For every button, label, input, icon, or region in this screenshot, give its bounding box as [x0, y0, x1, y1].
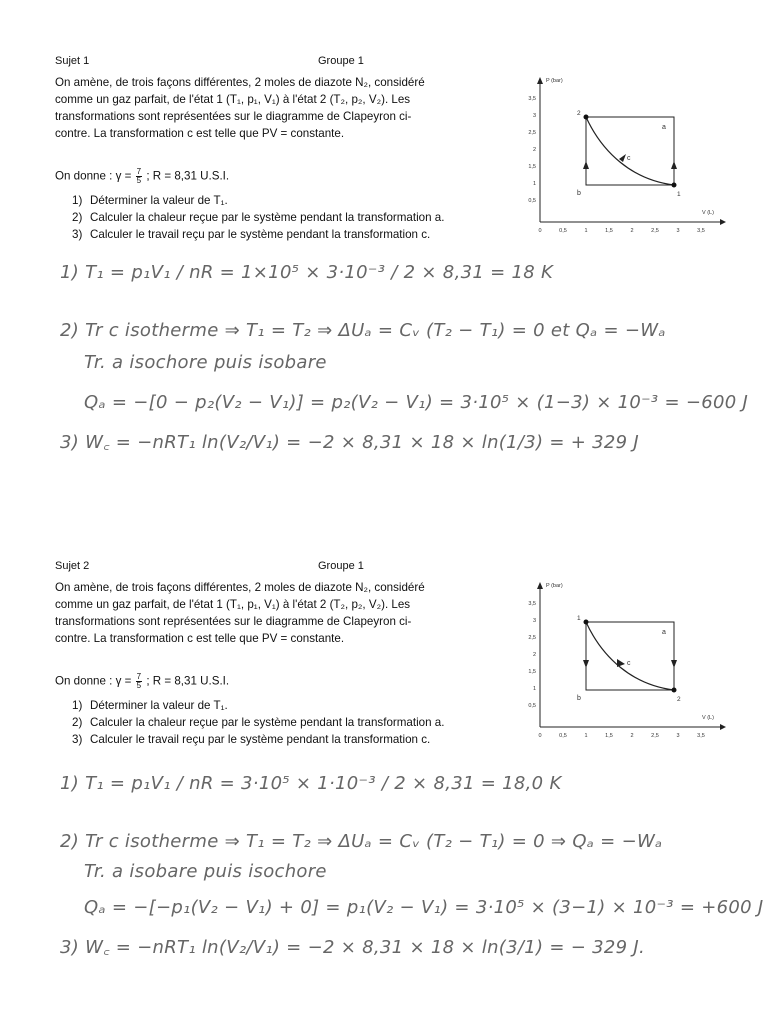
arrow-icon — [619, 154, 626, 162]
sujet-title: Sujet 1 — [55, 55, 90, 67]
question-list — [72, 192, 444, 243]
clapeyron-diagram — [522, 72, 727, 242]
y-tick: 3 — [532, 618, 536, 624]
problem-statement — [55, 74, 525, 142]
question-item — [72, 697, 444, 714]
state-point — [584, 115, 589, 120]
x-tick: 2,5 — [651, 733, 659, 739]
given-suffix: ; R = 8,31 U.S.I. — [146, 169, 230, 183]
statement-line: contre. La transformation c est telle que PV = constante. — [55, 632, 345, 645]
gamma-numerator: 7 — [136, 167, 142, 176]
x-tick: 3 — [676, 228, 680, 234]
question-text: Déterminer la valeur de T₁. — [90, 194, 228, 207]
question-text: Calculer le travail reçu par le système pendant la transformation c. — [90, 228, 431, 241]
gamma-fraction — [136, 168, 142, 185]
question-text: Calculer la chaleur reçue par le système pendant la transformation a. — [90, 716, 445, 729]
y-tick: 1 — [532, 181, 536, 187]
x-axis-label: V (L) — [702, 715, 714, 721]
x-tick: 1 — [584, 228, 588, 234]
question-number: 3) — [72, 228, 83, 241]
gamma-numerator: 7 — [136, 672, 142, 681]
y-tick: 2 — [532, 147, 536, 153]
question-item — [72, 209, 444, 226]
y-axis-label: P (bar) — [546, 583, 563, 589]
gamma-denominator: 5 — [136, 176, 142, 185]
question-text: Calculer le travail reçu par le système pendant la transformation c. — [90, 733, 431, 746]
path-label-a: a — [662, 124, 666, 131]
statement-line: transformations sont représentées sur le diagramme de Clapeyron ci- — [55, 110, 412, 123]
x-tick: 1,5 — [605, 733, 613, 739]
x-axis-arrow — [720, 219, 726, 225]
question-text: Déterminer la valeur de T₁. — [90, 699, 228, 712]
x-tick: 2 — [630, 228, 634, 234]
question-text: Calculer la chaleur reçue par le système pendant la transformation a. — [90, 211, 445, 224]
statement-line: comme un gaz parfait, de l'état 1 (T₁, p₁, V₁) à l'état 2 (T₂, p₂, V₂). Les — [55, 93, 411, 106]
y-axis-arrow — [537, 77, 543, 84]
y-tick: 0,5 — [528, 703, 536, 709]
groupe-title: Groupe 1 — [318, 560, 364, 572]
y-tick: 2 — [532, 652, 536, 658]
y-tick: 2,5 — [528, 635, 536, 641]
question-list — [72, 697, 444, 748]
question-number: 1) — [72, 194, 83, 207]
question-item — [72, 731, 444, 748]
arrow-down-icon — [583, 660, 589, 668]
answer-line: Qₐ = −[0 − p₂(V₂ − V₁)] = p₂(V₂ − V₁) = 3·10⁵ × (1−3) × 10⁻³ = −600 J — [84, 392, 749, 413]
arrow-up-icon — [583, 161, 589, 169]
answer-line: 3) W꜀ = −nRT₁ ln(V₂/V₁) = −2 × 8,31 × 18 × ln(3/1) = − 329 J. — [60, 937, 646, 958]
x-tick: 3,5 — [697, 733, 705, 739]
question-number: 3) — [72, 733, 83, 746]
statement-line: contre. La transformation c est telle que PV = constante. — [55, 127, 345, 140]
groupe-title: Groupe 1 — [318, 55, 364, 67]
question-number: 1) — [72, 699, 83, 712]
gamma-denominator: 5 — [136, 681, 142, 690]
state-label: 1 — [577, 615, 581, 622]
x-tick: 2 — [630, 733, 634, 739]
question-number: 2) — [72, 716, 83, 729]
cycle-rectangle — [586, 117, 674, 185]
sujet-title: Sujet 2 — [55, 560, 90, 572]
statement-line: transformations sont représentées sur le diagramme de Clapeyron ci- — [55, 615, 412, 628]
y-tick: 1,5 — [528, 669, 536, 675]
x-tick: 0,5 — [559, 733, 567, 739]
y-tick: 3,5 — [528, 601, 536, 607]
y-tick: 1 — [532, 686, 536, 692]
clapeyron-diagram — [522, 577, 727, 747]
x-tick: 1 — [584, 733, 588, 739]
state-label: 2 — [577, 110, 581, 117]
y-axis-arrow — [537, 582, 543, 589]
given-prefix: On donne : γ = — [55, 674, 132, 688]
given-suffix: ; R = 8,31 U.S.I. — [146, 674, 230, 688]
answer-line: 2) Tr c isotherme ⇒ T₁ = T₂ ⇒ ΔUₐ = Cᵥ (T₂ − T₁) = 0 ⇒ Qₐ = −Wₐ — [60, 831, 663, 852]
answer-line: Tr. a isobare puis isochore — [84, 861, 327, 882]
question-item — [72, 714, 444, 731]
path-label-c: c — [627, 660, 631, 667]
cycle-rectangle — [586, 622, 674, 690]
given-data — [55, 168, 229, 185]
y-tick: 0,5 — [528, 198, 536, 204]
y-tick: 3 — [532, 113, 536, 119]
y-tick: 2,5 — [528, 130, 536, 136]
path-label-b: b — [577, 190, 581, 197]
state-label: 1 — [677, 191, 681, 198]
statement-line: On amène, de trois façons différentes, 2 moles de diazote N₂, considéré — [55, 581, 425, 594]
question-item — [72, 192, 444, 209]
question-number: 2) — [72, 211, 83, 224]
y-axis-label: P (bar) — [546, 78, 563, 84]
gamma-fraction — [136, 673, 142, 690]
x-tick: 3 — [676, 733, 680, 739]
statement-line: comme un gaz parfait, de l'état 1 (T₁, p₁, V₁) à l'état 2 (T₂, p₂, V₂). Les — [55, 598, 411, 611]
answer-line: Tr. a isochore puis isobare — [84, 352, 327, 373]
x-tick: 0 — [538, 733, 542, 739]
y-tick: 3,5 — [528, 96, 536, 102]
answer-line: 2) Tr c isotherme ⇒ T₁ = T₂ ⇒ ΔUₐ = Cᵥ (T₂ − T₁) = 0 et Qₐ = −Wₐ — [60, 320, 666, 341]
x-tick: 2,5 — [651, 228, 659, 234]
x-tick: 3,5 — [697, 228, 705, 234]
x-tick: 0 — [538, 228, 542, 234]
path-label-a: a — [662, 629, 666, 636]
y-tick: 1,5 — [528, 164, 536, 170]
problem-statement — [55, 579, 525, 647]
arrow-icon — [617, 659, 625, 667]
given-data — [55, 673, 229, 690]
path-label-c: c — [627, 155, 631, 162]
statement-line: On amène, de trois façons différentes, 2 moles de diazote N₂, considéré — [55, 76, 425, 89]
state-label: 2 — [677, 696, 681, 703]
state-point — [672, 688, 677, 693]
x-tick: 0,5 — [559, 228, 567, 234]
arrow-up-icon — [671, 161, 677, 169]
state-point — [672, 183, 677, 188]
arrow-down-icon — [671, 660, 677, 668]
isotherm-curve — [586, 622, 674, 690]
answer-line: 3) W꜀ = −nRT₁ ln(V₂/V₁) = −2 × 8,31 × 18 × ln(1/3) = + 329 J — [60, 432, 640, 453]
answer-line: Qₐ = −[−p₁(V₂ − V₁) + 0] = p₁(V₂ − V₁) = 3·10⁵ × (3−1) × 10⁻³ = +600 J — [84, 897, 764, 918]
path-label-b: b — [577, 695, 581, 702]
answer-line: 1) T₁ = p₁V₁ / nR = 3·10⁵ × 1·10⁻³ / 2 × 8,31 = 18,0 K — [60, 773, 562, 794]
given-prefix: On donne : γ = — [55, 169, 132, 183]
x-axis-arrow — [720, 724, 726, 730]
x-tick: 1,5 — [605, 228, 613, 234]
x-axis-label: V (L) — [702, 210, 714, 216]
answer-line: 1) T₁ = p₁V₁ / nR = 1×10⁵ × 3·10⁻³ / 2 × 8,31 = 18 K — [60, 262, 554, 283]
isotherm-curve — [586, 117, 674, 185]
state-point — [584, 620, 589, 625]
question-item — [72, 226, 444, 243]
